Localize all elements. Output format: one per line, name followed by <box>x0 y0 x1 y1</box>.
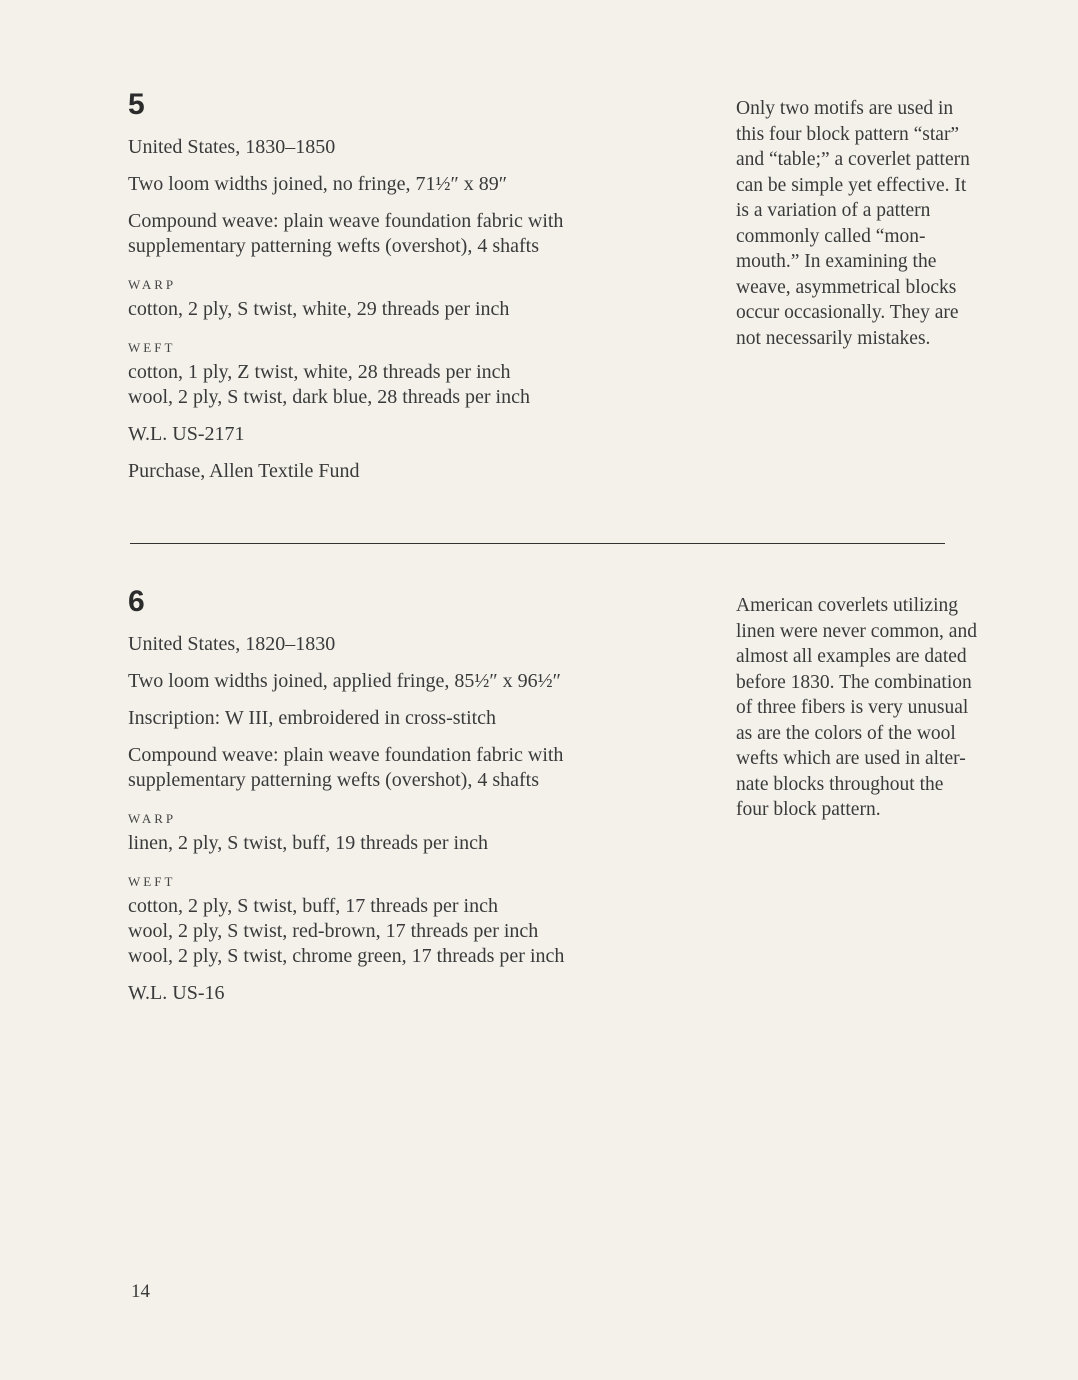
entry-accession: W.L. US-16 <box>128 982 225 1004</box>
entry-inscription: Inscription: W III, embroidered in cross-stitch <box>128 707 497 729</box>
weft-line: wool, 2 ply, S twist, chrome green, 17 threads per inch <box>128 945 565 967</box>
warp-label: WARP <box>128 811 177 826</box>
note-line: commonly called “mon- <box>736 225 926 247</box>
entry-dimensions: Two loom widths joined, applied fringe, 85½″ x 96½″ <box>128 670 561 692</box>
weft-line: wool, 2 ply, S twist, red-brown, 17 threads per inch <box>128 920 539 942</box>
entry-weave-line: Compound weave: plain weave foundation fabric with <box>128 744 564 766</box>
entry-number: 5 <box>128 88 145 121</box>
note-line: linen were never common, and <box>736 620 977 642</box>
note-line: Only two motifs are used in <box>736 98 954 119</box>
entry-accession: W.L. US-2171 <box>128 423 245 445</box>
note-line: and “table;” a coverlet pattern <box>736 149 970 170</box>
entry-weave-line: Compound weave: plain weave foundation fabric with <box>128 210 564 232</box>
note-line: this four block pattern “star” <box>736 123 960 145</box>
weft-line: wool, 2 ply, S twist, dark blue, 28 threads per inch <box>128 386 530 408</box>
entry-origin: United States, 1830–1850 <box>128 136 336 158</box>
page-number: 14 <box>131 1281 150 1302</box>
weft-line: cotton, 1 ply, Z twist, white, 28 threads per inch <box>128 361 511 383</box>
entry-weave-line: supplementary patterning wefts (overshot), 4 shafts <box>128 235 540 257</box>
note-line: of three fibers is very unusual <box>736 697 969 718</box>
note-line: wefts which are used in alter- <box>736 748 966 769</box>
note-line: four block pattern. <box>736 799 881 820</box>
section-divider <box>130 543 945 544</box>
note-line: almost all examples are dated <box>736 646 967 667</box>
note-line: before 1830. The combination <box>736 671 972 693</box>
entry-6-note <box>736 593 1036 823</box>
catalog-entry-6 <box>128 585 688 1006</box>
warp-line: linen, 2 ply, S twist, buff, 19 threads per inch <box>128 832 488 854</box>
warp-line: cotton, 2 ply, S twist, white, 29 threads per inch <box>128 298 510 320</box>
entry-origin: United States, 1820–1830 <box>128 633 336 655</box>
entry-weave-line: supplementary patterning wefts (overshot), 4 shafts <box>128 769 540 791</box>
note-line: weave, asymmetrical blocks <box>736 276 957 298</box>
warp-label: WARP <box>128 277 177 292</box>
note-line: nate blocks throughout the <box>736 773 944 795</box>
note-line: occur occasionally. They are <box>736 302 959 323</box>
note-line: can be simple yet effective. It <box>736 174 967 196</box>
note-line: American coverlets utilizing <box>736 595 959 616</box>
entry-number: 6 <box>128 585 145 618</box>
note-line: as are the colors of the wool <box>736 722 956 744</box>
weft-label: WEFT <box>128 874 176 889</box>
note-line: not necessarily mistakes. <box>736 327 931 349</box>
entry-credit: Purchase, Allen Textile Fund <box>128 460 360 482</box>
entry-5-note <box>736 96 1036 351</box>
weft-line: cotton, 2 ply, S twist, buff, 17 threads per inch <box>128 895 498 917</box>
catalog-entry-5 <box>128 88 688 484</box>
note-line: mouth.” In examining the <box>736 251 937 272</box>
entry-dimensions: Two loom widths joined, no fringe, 71½″ x 89″ <box>128 173 508 195</box>
weft-label: WEFT <box>128 340 176 355</box>
note-line: is a variation of a pattern <box>736 200 931 221</box>
